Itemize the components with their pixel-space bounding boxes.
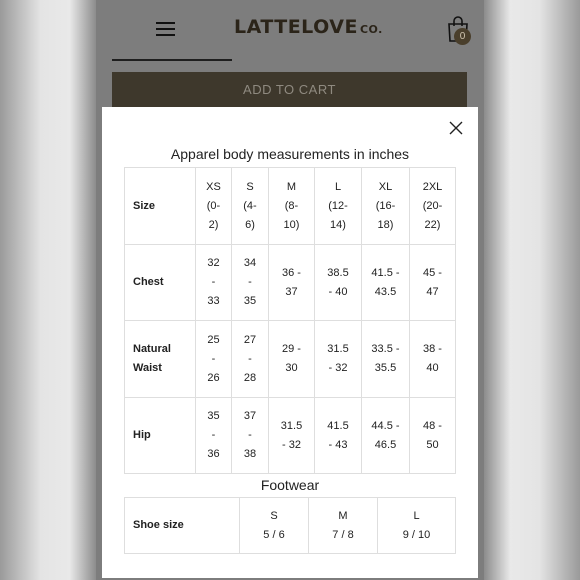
table-cell: 34 - 35 <box>232 245 269 321</box>
table-cell: 41.5 - 43.5 <box>362 245 410 321</box>
row-header: Chest <box>125 245 196 321</box>
brand-name: LATTELOVE <box>234 16 358 38</box>
table-cell: S 5 / 6 <box>240 498 309 554</box>
size-header-xs: XS (0- 2) <box>196 168 232 245</box>
table-cell: 29 - 30 <box>269 321 315 398</box>
add-to-cart-button[interactable]: ADD TO CART <box>112 72 467 108</box>
size-header-2xl: 2XL (20- 22) <box>410 168 456 245</box>
table-cell: 27 - 28 <box>232 321 269 398</box>
brand-logo[interactable] <box>234 16 383 38</box>
site-header <box>96 0 484 60</box>
table-cell: 31.5 - 32 <box>315 321 362 398</box>
table-row <box>125 245 456 321</box>
size-header-xl: XL (16- 18) <box>362 168 410 245</box>
row-header: Hip <box>125 398 196 474</box>
table-cell: 48 - 50 <box>410 398 456 474</box>
table-cell: 38 - 40 <box>410 321 456 398</box>
table-row <box>125 398 456 474</box>
table-row <box>125 168 456 245</box>
size-header-m: M (8- 10) <box>269 168 315 245</box>
close-icon[interactable] <box>448 120 464 136</box>
table-cell: 41.5 - 43 <box>315 398 362 474</box>
size-header-s: S (4- 6) <box>232 168 269 245</box>
table-row <box>125 498 456 554</box>
size-chart-modal <box>102 107 478 578</box>
size-chart-table <box>124 167 456 474</box>
table-cell: 36 - 37 <box>269 245 315 321</box>
table-cell: 25 - 26 <box>196 321 232 398</box>
table-cell: 32 - 33 <box>196 245 232 321</box>
table-cell: 33.5 - 35.5 <box>362 321 410 398</box>
table-row <box>125 321 456 398</box>
hamburger-icon[interactable] <box>156 22 175 37</box>
footwear-table <box>124 497 456 554</box>
field-underline <box>112 59 232 61</box>
size-header-l: L (12- 14) <box>315 168 362 245</box>
table-cell: 31.5 - 32 <box>269 398 315 474</box>
table-cell: 38.5 - 40 <box>315 245 362 321</box>
table-cell: 35 - 36 <box>196 398 232 474</box>
footwear-title: Footwear <box>260 477 320 493</box>
row-header: Natural Waist <box>125 321 196 398</box>
cart-count-badge: 0 <box>454 28 471 45</box>
table-cell: 45 - 47 <box>410 245 456 321</box>
size-chart-title: Apparel body measurements in inches <box>170 146 410 162</box>
table-cell: 44.5 - 46.5 <box>362 398 410 474</box>
row-header: Shoe size <box>125 498 240 554</box>
table-cell: M 7 / 8 <box>309 498 378 554</box>
row-header: Size <box>125 168 196 245</box>
table-cell: 37 - 38 <box>232 398 269 474</box>
brand-suffix: CO. <box>359 23 383 36</box>
table-cell: L 9 / 10 <box>378 498 456 554</box>
